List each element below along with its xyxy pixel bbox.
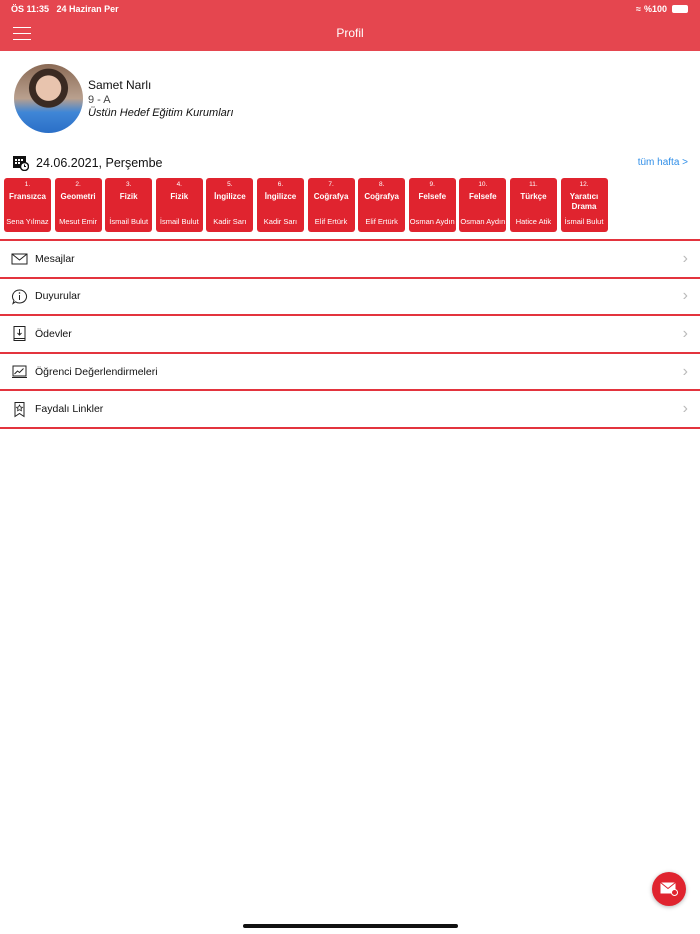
lesson-subject: Coğrafya <box>313 192 349 201</box>
lesson-tile[interactable] <box>358 178 405 232</box>
lesson-number: 11. <box>529 181 538 188</box>
menu-item-label: Ödevler <box>35 327 72 340</box>
lesson-number: 2. <box>75 181 81 188</box>
nav-bar <box>0 16 700 51</box>
lesson-tile[interactable] <box>206 178 253 232</box>
lesson-tile[interactable] <box>55 178 102 232</box>
new-message-button[interactable] <box>652 872 686 906</box>
lesson-tile[interactable] <box>105 178 152 232</box>
envelope-icon <box>11 250 28 267</box>
lesson-teacher: İsmail Bulut <box>159 217 199 226</box>
download-book-icon <box>11 325 28 342</box>
lesson-number: 3. <box>125 181 132 188</box>
menu-item-label: Duyurular <box>35 290 81 303</box>
lesson-teacher: Elif Ertürk <box>365 217 398 226</box>
avatar <box>14 64 83 133</box>
lesson-number: 10. <box>478 181 488 188</box>
lesson-number: 7. <box>328 181 334 188</box>
chevron-right-icon: › <box>682 324 688 342</box>
battery-percent: %100 <box>643 4 667 14</box>
chevron-right-icon: › <box>682 400 688 418</box>
lesson-schedule <box>4 178 608 232</box>
home-indicator <box>243 924 458 928</box>
lesson-subject: İngilizce <box>264 192 297 201</box>
lesson-teacher: İsmail Bulut <box>564 217 604 226</box>
schedule-date: 24.06.2021, Perşembe <box>36 156 163 170</box>
status-time-date <box>11 4 119 14</box>
menu-item-label: Faydalı Linkler <box>35 403 104 416</box>
lesson-subject: Fransızca <box>9 192 46 201</box>
student-name: Samet Narlı <box>88 78 152 92</box>
student-class: 9 - A <box>88 94 111 106</box>
lesson-subject: Fizik <box>119 192 138 201</box>
menu-item-duyurular[interactable] <box>0 279 700 317</box>
school-name: Üstün Hedef Eğitim Kurumları <box>88 107 234 119</box>
lesson-teacher: Elif Ertürk <box>314 217 348 226</box>
menu-item-faydal-linkler[interactable] <box>0 391 700 429</box>
full-week-link[interactable]: tüm hafta > <box>637 157 688 168</box>
lesson-tile[interactable] <box>156 178 203 232</box>
calendar-clock-icon <box>13 155 29 171</box>
star-bookmark-icon <box>11 401 28 418</box>
wifi-icon: ≈ <box>636 4 641 14</box>
menu-item--devler[interactable] <box>0 316 700 354</box>
chevron-right-icon: › <box>682 249 688 267</box>
lesson-subject: Yaratıcı Drama <box>569 192 599 211</box>
lesson-subject: Türkçe <box>520 192 547 201</box>
lesson-teacher: Kadir Sarı <box>213 217 247 226</box>
lesson-subject: İngilizce <box>214 192 246 201</box>
lesson-subject: Felsefe <box>418 192 447 201</box>
lesson-tile[interactable] <box>561 178 608 232</box>
lesson-number: 6. <box>277 181 284 188</box>
lesson-teacher: Mesut Emir <box>59 217 98 226</box>
menu-item-mesajlar[interactable] <box>0 241 700 279</box>
lesson-number: 5. <box>227 181 233 188</box>
lesson-number: 1. <box>24 181 31 188</box>
lesson-subject: Fizik <box>170 192 189 201</box>
status-time: ÖS 11:35 <box>11 4 50 14</box>
lesson-subject: Felsefe <box>469 192 497 201</box>
lesson-teacher: Osman Aydın <box>409 217 455 226</box>
status-bar <box>0 0 700 16</box>
chevron-right-icon: › <box>682 287 688 305</box>
lesson-number: 9. <box>429 181 435 188</box>
lesson-teacher: Hatice Atik <box>515 217 552 226</box>
info-bubble-icon <box>11 288 28 305</box>
menu-item--renci-de-erlendirmeleri[interactable] <box>0 354 700 392</box>
lesson-tile[interactable] <box>409 178 456 232</box>
lesson-tile[interactable] <box>510 178 557 232</box>
lesson-tile[interactable] <box>4 178 51 232</box>
lesson-tile[interactable] <box>257 178 304 232</box>
lesson-tile[interactable] <box>308 178 355 232</box>
battery-icon <box>672 5 688 13</box>
lesson-number: 4. <box>176 181 182 188</box>
menu-item-label: Öğrenci Değerlendirmeleri <box>35 365 158 378</box>
envelope-plus-icon <box>660 882 678 896</box>
lesson-number: 8. <box>378 181 385 188</box>
lesson-teacher: Osman Aydın <box>460 217 506 226</box>
lesson-teacher: İsmail Bulut <box>109 217 149 226</box>
lesson-tile[interactable] <box>459 178 506 232</box>
lesson-subject: Geometri <box>60 192 96 201</box>
chart-laptop-icon <box>11 363 28 380</box>
lesson-number: 12. <box>579 181 589 188</box>
lesson-subject: Coğrafya <box>364 192 399 201</box>
menu-list <box>0 239 700 429</box>
lesson-teacher: Kadir Sarı <box>263 217 298 226</box>
status-date: 24 Haziran Per <box>56 4 119 14</box>
lesson-teacher: Sena Yılmaz <box>6 217 49 226</box>
chevron-right-icon: › <box>682 362 688 380</box>
menu-item-label: Mesajlar <box>35 252 75 265</box>
page-title: Profil <box>336 26 364 40</box>
